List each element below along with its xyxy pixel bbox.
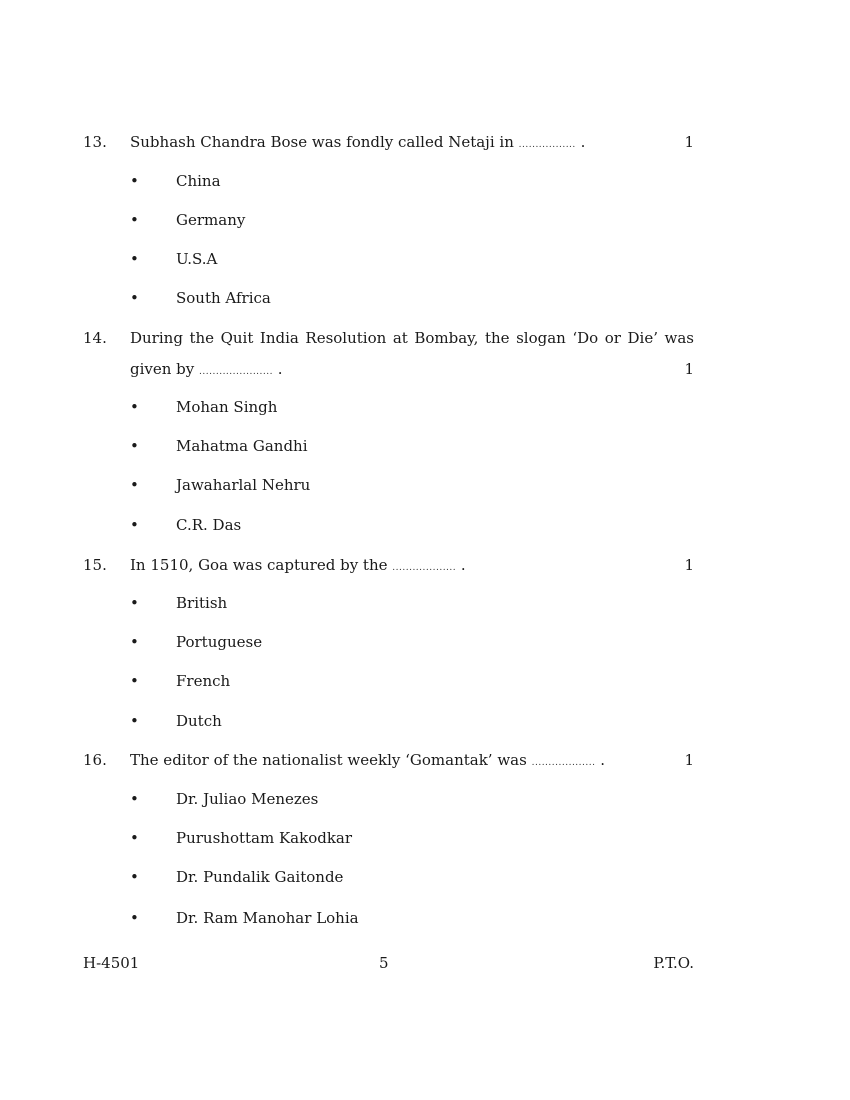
option-text: South Africa <box>176 289 271 307</box>
bullet-icon: • <box>130 476 139 494</box>
question-text <box>130 750 654 773</box>
option-text: Dutch <box>176 712 222 730</box>
question-line <box>83 132 694 152</box>
bullet-icon: • <box>130 172 139 190</box>
question-text <box>130 555 654 578</box>
question-text-continued <box>130 359 654 382</box>
option-text: Portuguese <box>176 633 263 651</box>
question-number: 13. <box>83 133 107 151</box>
option-text: Mohan Singh <box>176 398 278 416</box>
bullet-icon: • <box>130 712 139 730</box>
question-line <box>83 328 694 348</box>
bullet-icon: • <box>130 289 139 307</box>
question-16 <box>83 750 694 770</box>
option-text: Purushottam Kakodkar <box>176 829 353 847</box>
bullet-icon: • <box>130 909 139 927</box>
question-end: . <box>600 751 606 769</box>
option-text: C.R. Das <box>176 516 242 534</box>
bullet-icon: • <box>130 868 139 886</box>
question-marks: 1 <box>684 751 694 769</box>
option-text: Mahatma Gandhi <box>176 437 308 455</box>
question-marks: 1 <box>684 360 694 378</box>
question-end: . <box>277 360 283 378</box>
option-text: French <box>176 672 231 690</box>
question-number: 14. <box>83 329 107 347</box>
option-text: China <box>176 172 221 190</box>
answer-blank: ................... <box>531 758 596 768</box>
bullet-icon: • <box>130 829 139 847</box>
paper-code: H-4501 <box>83 954 140 972</box>
question-line <box>83 555 694 575</box>
answer-blank: ...................... <box>199 367 273 377</box>
question-15 <box>83 555 694 575</box>
question-stem: The editor of the nationalist weekly ‘Gomantak’ was <box>130 751 527 769</box>
bullet-icon: • <box>130 633 139 651</box>
question-line <box>83 750 694 770</box>
question-stem: In 1510, Goa was captured by the <box>130 556 388 574</box>
bullet-icon: • <box>130 250 139 268</box>
question-end: . <box>580 133 586 151</box>
question-13 <box>83 132 694 152</box>
option-text: Germany <box>176 211 246 229</box>
question-stem: Subhash Chandra Bose was fondly called Netaji in <box>130 133 514 151</box>
question-marks: 1 <box>684 133 694 151</box>
option-text: Dr. Ram Manohar Lohia <box>176 909 359 927</box>
question-14 <box>83 328 694 379</box>
question-end: . <box>460 556 466 574</box>
bullet-icon: • <box>130 672 139 690</box>
question-line <box>83 359 694 379</box>
option-text: Dr. Juliao Menezes <box>176 790 319 808</box>
bullet-icon: • <box>130 211 139 229</box>
bullet-icon: • <box>130 437 139 455</box>
answer-blank: ................. <box>518 140 576 150</box>
question-text <box>130 132 654 155</box>
page-number: 5 <box>379 954 389 972</box>
option-text: Jawaharlal Nehru <box>176 476 311 494</box>
option-text: Dr. Pundalik Gaitonde <box>176 868 344 886</box>
question-number: 15. <box>83 556 107 574</box>
question-number: 16. <box>83 751 107 769</box>
answer-blank: ................... <box>392 563 457 573</box>
pto-label: P.T.O. <box>653 954 694 972</box>
question-stem: given by <box>130 360 195 378</box>
question-text: During the Quit India Resolution at Bombay, the slogan ‘Do or Die’ was <box>130 329 694 347</box>
bullet-icon: • <box>130 790 139 808</box>
question-marks: 1 <box>684 556 694 574</box>
option-text: U.S.A <box>176 250 218 268</box>
option-text: British <box>176 594 228 612</box>
bullet-icon: • <box>130 398 139 416</box>
bullet-icon: • <box>130 516 139 534</box>
bullet-icon: • <box>130 594 139 612</box>
